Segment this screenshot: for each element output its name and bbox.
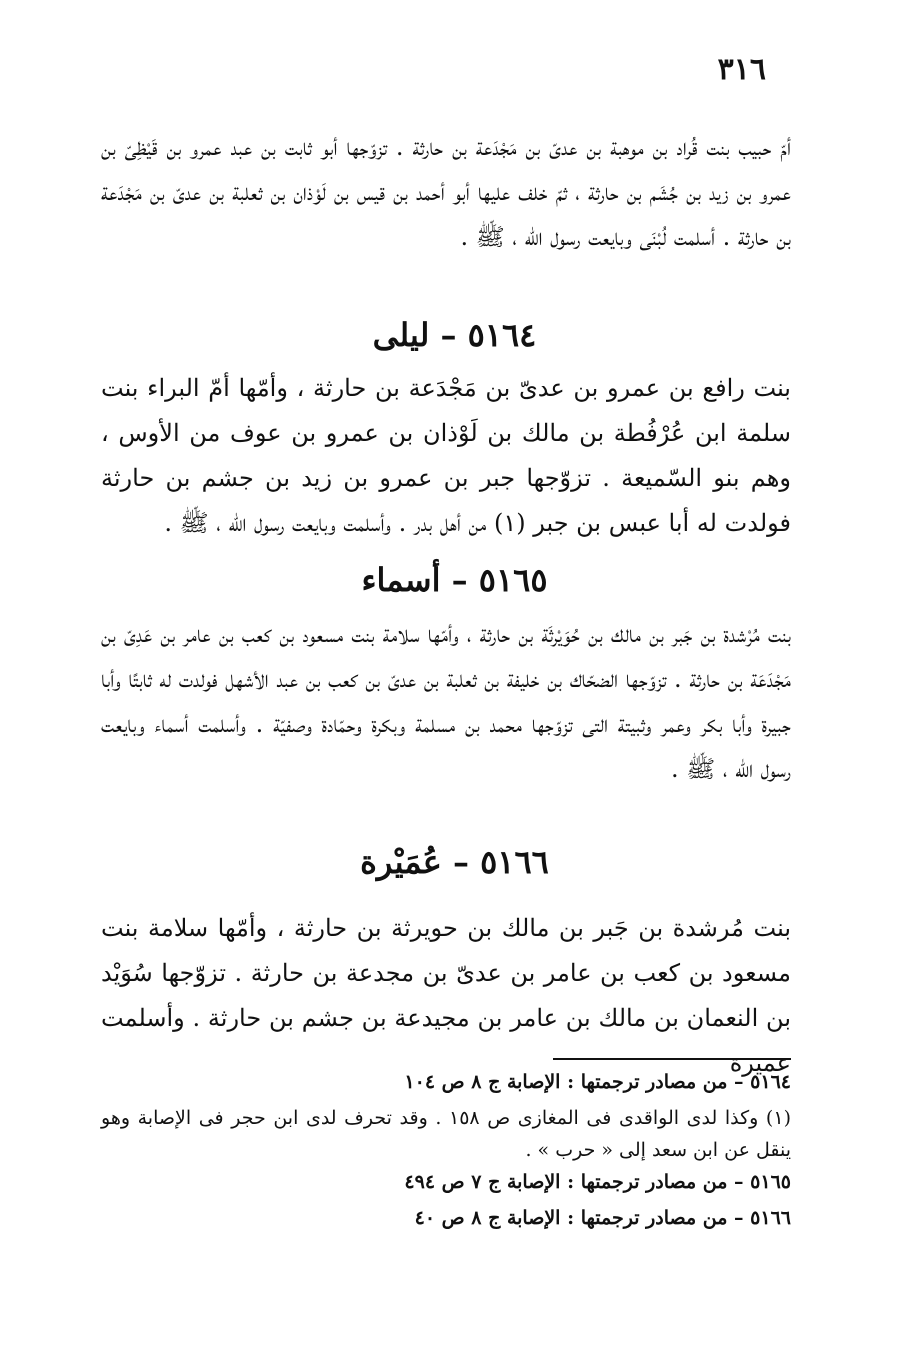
entry-heading-5166: ٥١٦٦ – عُمَيْرة [360,843,549,881]
footnote-source-5164: ٥١٦٤ – من مصادر ترجمتها : الإصابة ج ٨ ص ١٠٤ [404,1071,791,1093]
entry-heading-5164: ٥١٦٤ – ليلى [372,316,537,354]
entry-paragraph-5165: بنت مُرْشدة بن جَبر بن مالك بن حُوَيْرثَة بن حارثة ، وأمّها سلامة بنت مسعود بن كعب بن عامر بن عَدِىّ بن مَجْدَعَة بن حارثة . تزوّجها الضحّاك بن خليفة بن ثعلبة بن عدىّ بن كعب بن عبد الأشهل فولدت له ثابتًا وأبا جبيرة وأبا بكر وعمر وثبيتة التى تزوّجها محمد بن مسلمة وبكرة وحمّادة وصفيّة . وأسلمت أسماء وبايعت رسول الله ، ﷺ . [101,620,792,783]
entry-paragraph-5164: بنت رافع بن عمرو بن عدىّ بن مَجْدَعة بن حارثة ، وأمّها أمّ البراء بنت سلمة ابن عُرْفُطة بن مالك بن لَوْذان بن عمرو بن عوف من الأوس ، وهم بنو السّميعة . تزوّجها جبر بن عمرو بن زيد بن جشم بن حارثة فولدت له أبا عبس بن جبر (١) من أهل بدر . وأسلمت وبايعت رسول الله ، ﷺ . [101,374,791,537]
page-number: ٣١٦ [717,52,766,87]
footnote-source-5166: ٥١٦٦ – من مصادر ترجمتها : الإصابة ج ٨ ص ٤٠ [414,1207,791,1229]
entry-heading-5165: ٥١٦٥ – أسماء [361,561,548,599]
footnote-note-1: (١) وكذا لدى الواقدى فى المغازى ص ١٥٨ . وقد تحرف لدى ابن حجر فى الإصابة وهو ينقل عن ابن سعد إلى « حرب » . [101,1107,791,1161]
footnotes-section [101,1066,791,1238]
footnote-divider [553,1058,791,1060]
intro-paragraph: أمّ حبيب بنت قُراد بن موهبة بن عدىّ بن مَجْدَعة بن حارثة . تزوّجها أبو ثابت بن عبد عمرو بن قَيْظِىّ بن عمرو بن زيد بن جُشَم بن حارثة ، ثمّ خلف عليها أبو أحمد بن قيس بن لَوْذان بن ثعلبة بن عدىّ بن مَجْدَعة بن حارثة . أسلمت لُبْنَى وبايعت رسول الله ، ﷺ . [101,133,791,251]
footnote-source-5165: ٥١٦٥ – من مصادر ترجمتها : الإصابة ج ٧ ص ٤٩٤ [404,1171,791,1193]
entry-paragraph-5166: بنت مُرشدة بن جَبر بن مالك بن حويرثة بن حارثة ، وأمّها سلامة بنت مسعود بن كعب بن عامر بن عدىّ بن مجدعة بن حارثة . تزوّجها سُوَيْد بن النعمان بن مالك بن عامر بن مجيدعة بن جشم بن حارثة . وأسلمت عميرة [101,914,791,1077]
